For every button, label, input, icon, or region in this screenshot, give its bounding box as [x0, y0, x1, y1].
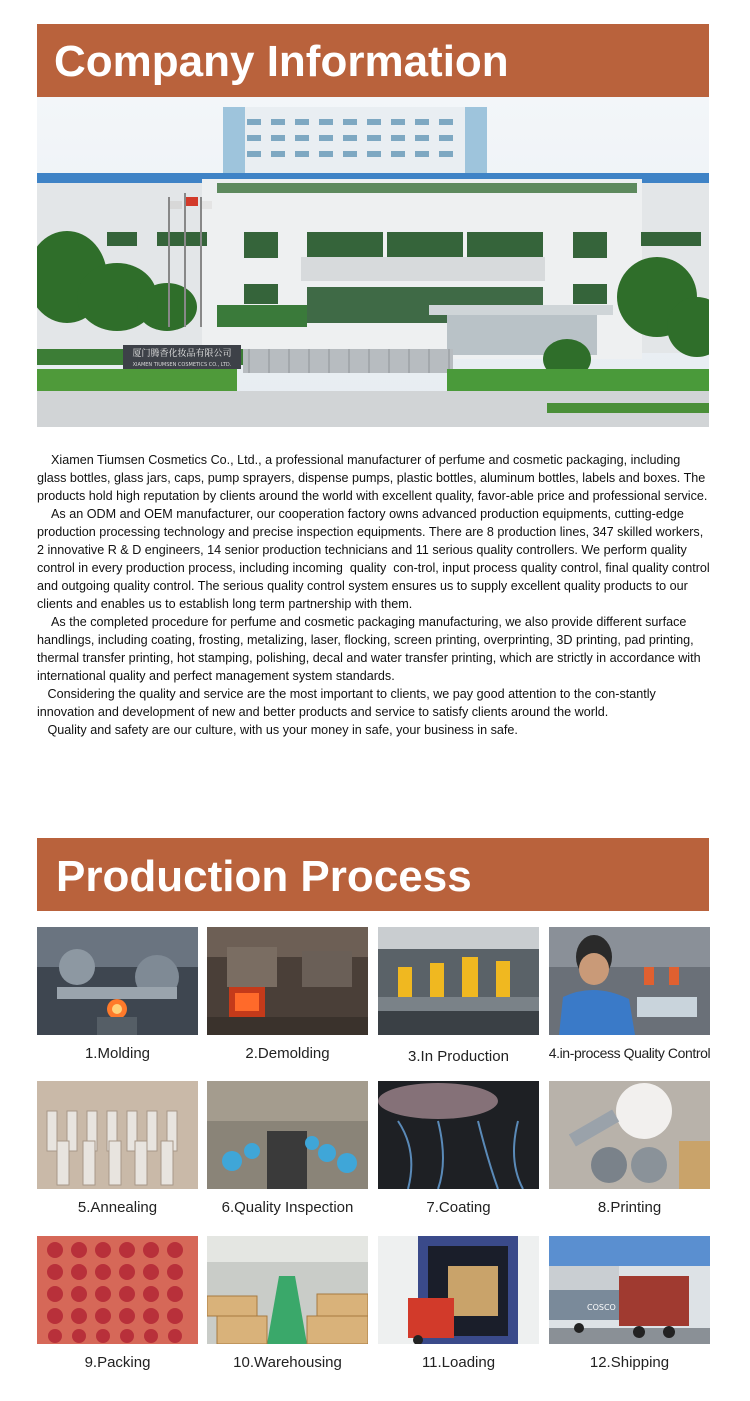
annealing-photo: [37, 1081, 198, 1189]
process-step-warehousing: [207, 1236, 368, 1371]
description-paragraph: Xiamen Tiumsen Cosmetics Co., Ltd., a professional manufacturer of perfume and cosmetic packaging, including glass bottles, glass jars, caps, pump sprayers, dispense pumps, plastic bottles, aluminum bottles, labels and boxes. The products hold high reputation by clients around the world with excellent quality, favor-able price and professional service.: [37, 453, 709, 503]
step-label: 11.Loading: [421, 1354, 496, 1371]
molding-photo: [37, 927, 198, 1035]
step-label: 1.Molding: [84, 1045, 151, 1062]
description-paragraph: As an ODM and OEM manufacturer, our cooperation factory owns advanced production equipments, cutting-edge production processing technology and precise inspection equipments. There are 8 production lines, 347 skilled workers, 2 innovative R & D engineers, 14 senior production technicians and 11 serious quality controllers. We perform quality control in every production process, including incoming quality con-trol, input process quality control, final quality control and outgoing quality control. The serious quality control system ensures us to supply excellent quality products to our clients and enables us to establish long term partnership with them.: [37, 507, 714, 611]
loading-photo: [378, 1236, 539, 1344]
step-label: 3.In Production: [408, 1048, 509, 1065]
step-label: 9.Packing: [84, 1354, 151, 1371]
step-label: 8.Printing: [597, 1199, 662, 1216]
shipping-photo: [549, 1236, 710, 1344]
step-label: 10.Warehousing: [233, 1354, 342, 1371]
process-step-molding: [37, 927, 198, 1062]
factory-photo: [37, 97, 709, 427]
company-information-heading: Company Information: [37, 24, 709, 97]
process-step-demolding: [207, 927, 368, 1062]
process-step-quality-inspection: [207, 1081, 368, 1216]
container-cosco-text: COSCO: [587, 1303, 616, 1312]
company-description: [37, 451, 713, 739]
process-step-loading: [378, 1236, 539, 1371]
warehousing-photo: [207, 1236, 368, 1344]
process-step-in-production: [378, 927, 539, 1065]
in-production-photo: [378, 927, 539, 1035]
process-step-coating: [378, 1081, 539, 1216]
step-label: 2.Demolding: [245, 1045, 330, 1062]
description-paragraph: Quality and safety are our culture, with us your money in safe, your business in safe.: [37, 723, 518, 737]
quality-control-photo: [549, 927, 710, 1035]
production-process-heading: Production Process: [37, 838, 709, 911]
process-step-packing: [37, 1236, 198, 1371]
sign-english-text: XIAMEN TIUMSEN COSMETICS CO., LTD.: [132, 362, 232, 368]
step-label: 12.Shipping: [589, 1354, 670, 1371]
quality-inspection-photo: [207, 1081, 368, 1189]
step-label: 4.in-process Quality Control: [548, 1045, 711, 1061]
process-step-in-process-quality-control: [548, 927, 711, 1061]
step-label: 6.Quality Inspection: [221, 1199, 354, 1216]
description-paragraph: Considering the quality and service are the most important to clients, we pay good attention to the con-stantly innovation and development of new and better products and service to satisfy clients around the world.: [37, 687, 660, 719]
step-label: 5.Annealing: [77, 1199, 158, 1216]
step-label: 7.Coating: [426, 1199, 491, 1216]
process-step-annealing: [37, 1081, 198, 1216]
coating-photo: [378, 1081, 539, 1189]
process-step-shipping: [549, 1236, 710, 1371]
printing-photo: [549, 1081, 710, 1189]
sign-chinese-text: 厦门腾香化妆品有限公司: [132, 349, 232, 359]
description-paragraph: As the completed procedure for perfume and cosmetic packaging manufacturing, we also provide different surface handlings, including coating, frosting, metalizing, laser, flocking, screen printing, overprinting, 3D printing, pad printing, thermal transfer printing, hot stamping, polishing, decal and water transfer printing, which are strictly in accordance with international quality and perfect management system standards.: [37, 615, 705, 683]
demolding-photo: [207, 927, 368, 1035]
process-step-printing: [549, 1081, 710, 1216]
packing-photo: [37, 1236, 198, 1344]
